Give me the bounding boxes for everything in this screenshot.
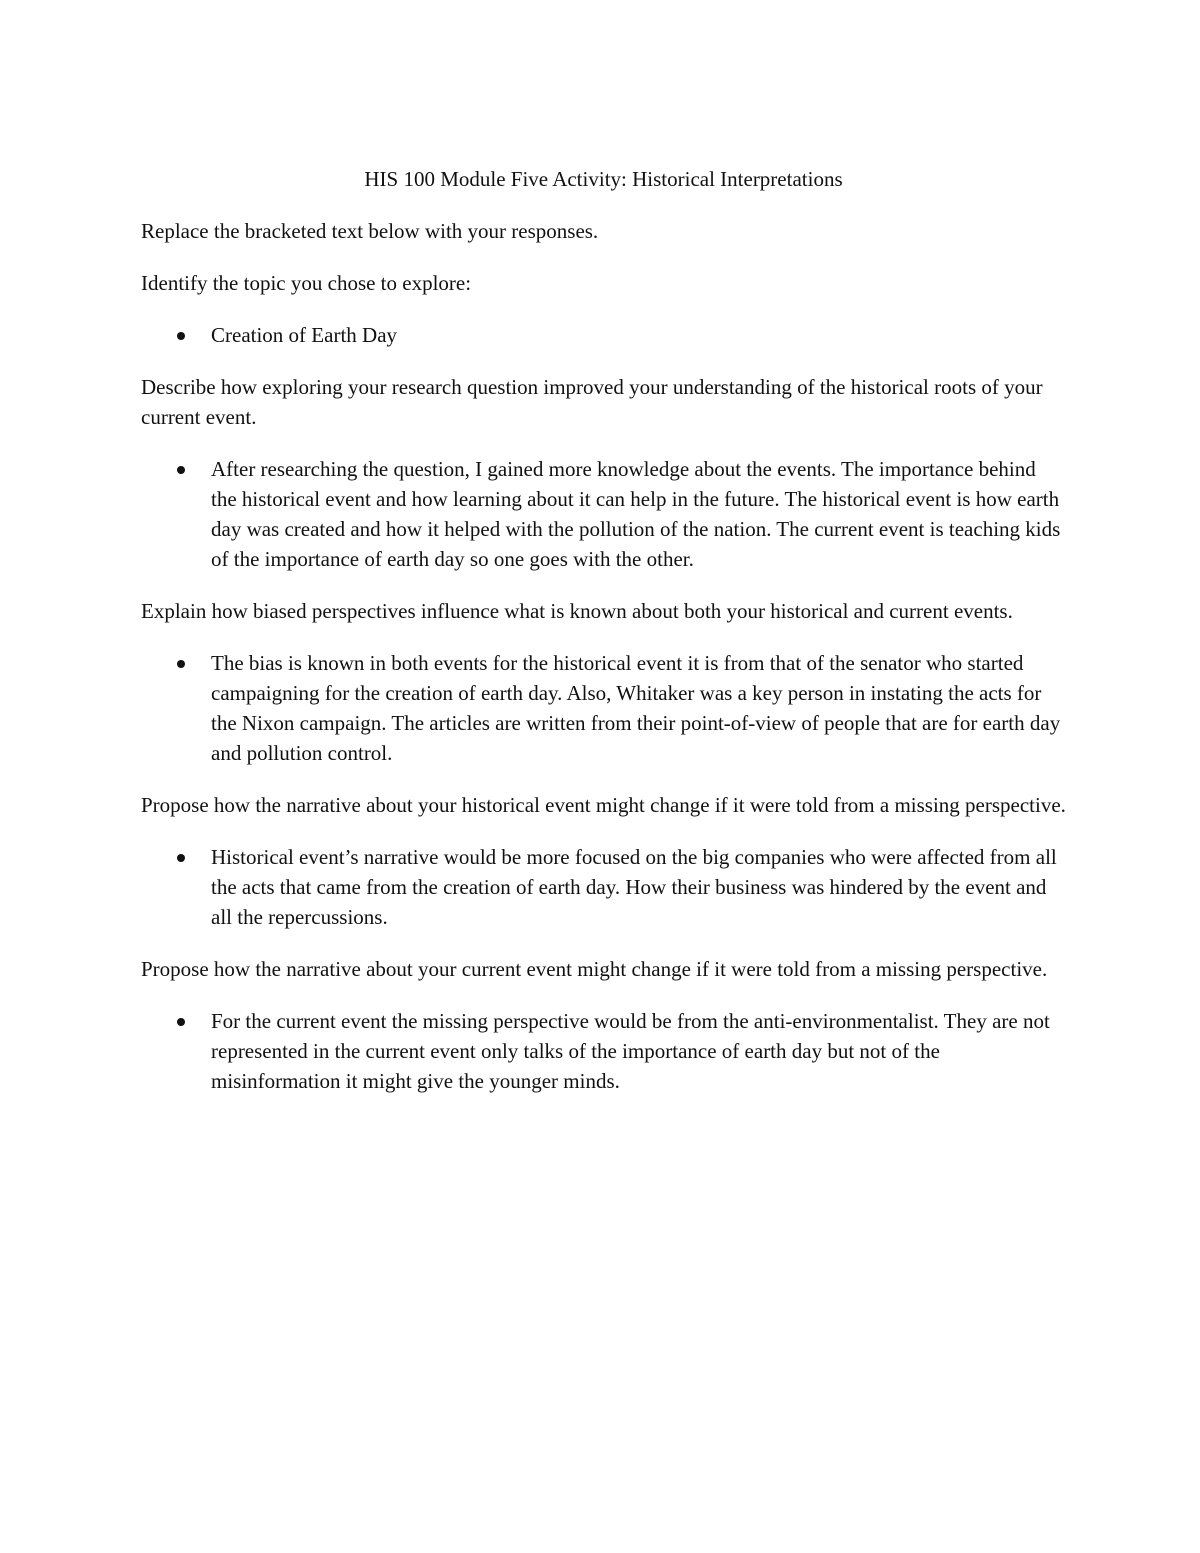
bullet-icon [177, 1018, 185, 1026]
answer-list-historical-missing-perspective [141, 842, 1066, 932]
document-body [141, 164, 1066, 1118]
answer-text-current-missing-perspective: For the current event the missing perspective would be from the anti-environmentalist. They are not represented in the current event only talks of the importance of earth day but not of the misinformation it might give the younger minds. [211, 1009, 1050, 1093]
prompt-historical-missing-perspective: Propose how the narrative about your historical event might change if it were told from a missing perspective. [141, 793, 1066, 817]
answer-list-current-missing-perspective [141, 1006, 1066, 1096]
document-title: HIS 100 Module Five Activity: Historical Interpretations [364, 167, 843, 191]
prompt-biased-perspectives: Explain how biased perspectives influence what is known about both your historical and current events. [141, 599, 1013, 623]
answer-item-current-missing-perspective [141, 1006, 1066, 1096]
answer-item-topic [141, 320, 1066, 350]
bullet-icon [177, 854, 185, 862]
bullet-icon [177, 332, 185, 340]
answer-text-research-question: After researching the question, I gained more knowledge about the events. The importance behind the historical event and how learning about it can help in the future. The historical event is how earth day was created and how it helped with the pollution of the nation. The current event is teaching kids of the importance of earth day so one goes with the other. [211, 457, 1061, 571]
answer-text-topic: Creation of Earth Day [211, 323, 398, 347]
prompt-research-question: Describe how exploring your research question improved your understanding of the historical roots of your current event. [141, 375, 1043, 429]
prompt-topic: Identify the topic you chose to explore: [141, 271, 472, 295]
answer-list-research-question [141, 454, 1066, 574]
answer-item-historical-missing-perspective [141, 842, 1066, 932]
instructions-text: Replace the bracketed text below with your responses. [141, 219, 599, 243]
answer-list-biased-perspectives [141, 648, 1066, 768]
prompt-current-missing-perspective: Propose how the narrative about your current event might change if it were told from a missing perspective. [141, 957, 1048, 981]
answer-text-biased-perspectives: The bias is known in both events for the historical event it is from that of the senator who started campaigning for the creation of earth day. Also, Whitaker was a key person in instating the acts for the Nixon campaign. The articles are written from their point-of-view of people that are for earth day and pollution control. [211, 651, 1061, 765]
answer-text-historical-missing-perspective: Historical event’s narrative would be more focused on the big companies who were affected from all the acts that came from the creation of earth day. How their business was hindered by the event and all the repercussions. [211, 845, 1057, 929]
bullet-icon [177, 660, 185, 668]
answer-list-topic [141, 320, 1066, 350]
bullet-icon [177, 466, 185, 474]
answer-item-biased-perspectives [141, 648, 1066, 768]
answer-item-research-question [141, 454, 1066, 574]
